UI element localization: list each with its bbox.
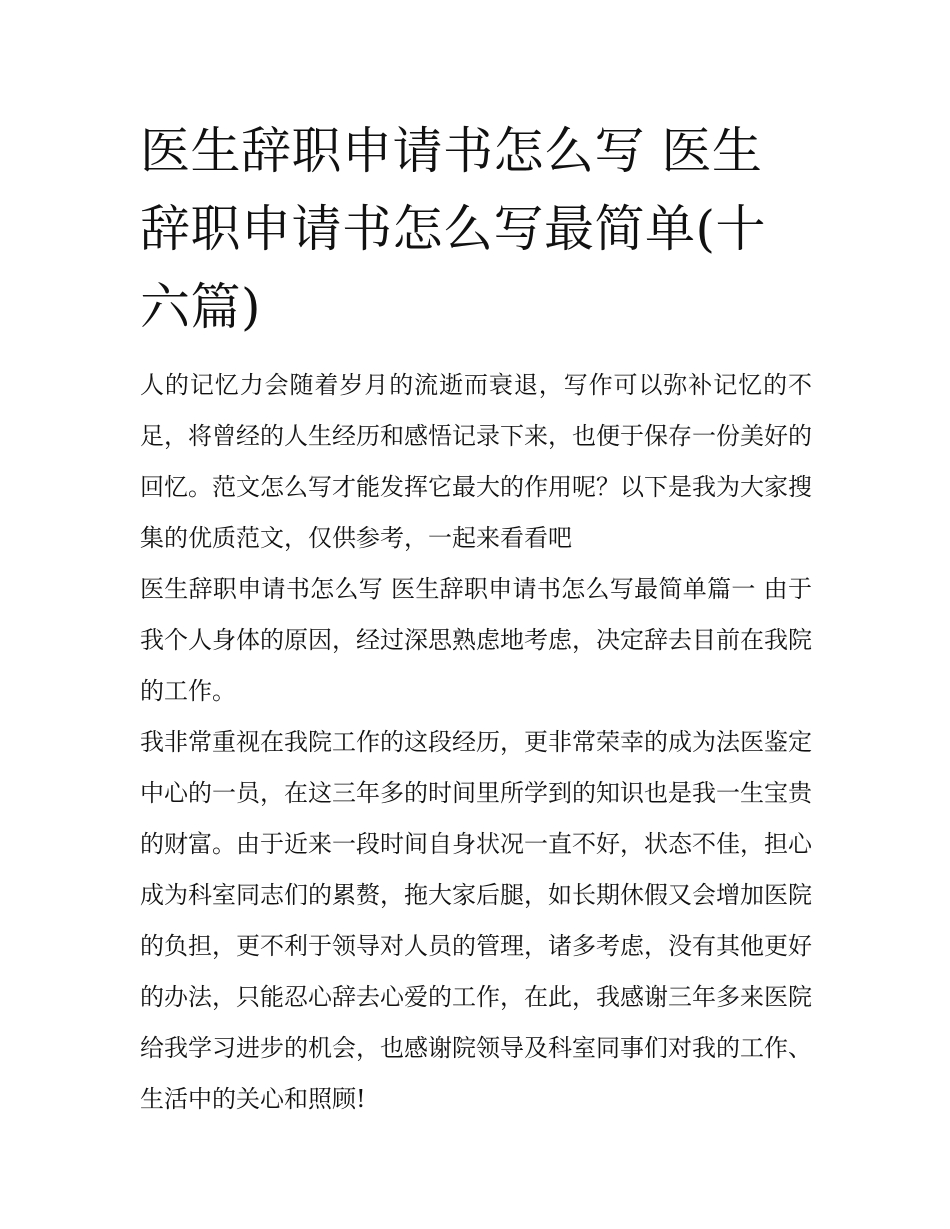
section-heading-paragraph: 医生辞职申请书怎么写 医生辞职申请书怎么写最简单篇一 由于我个人身体的原因，经过深思熟虑地考虑，决定辞去目前在我院的工作。: [140, 575, 812, 705]
document-body: [140, 360, 812, 1125]
intro-paragraph: 人的记忆力会随着岁月的流逝而衰退，写作可以弥补记忆的不足，将曾经的人生经历和感悟记录下来，也便于保存一份美好的回忆。范文怎么写才能发挥它最大的作用呢？以下是我为大家搜集的优质范文，仅供参考，一起来看看吧: [140, 371, 812, 552]
document-page: [140, 112, 812, 1125]
body-paragraph: 我非常重视在我院工作的这段经历，更非常荣幸的成为法医鉴定中心的一员，在这三年多的时间里所学到的知识也是我一生宝贵的财富。由于近来一段时间自身状况一直不好，状态不佳，担心成为科室同志们的累赘，拖大家后腿，如长期休假又会增加医院的负担，更不利于领导对人员的管理，诸多考虑，没有其他更好的办法，只能忍心辞去心爱的工作，在此，我感谢三年多来医院给我学习进步的机会，也感谢院领导及科室同事们对我的工作、生活中的关心和照顾!: [140, 728, 812, 1113]
document-title: 医生辞职申请书怎么写 医生辞职申请书怎么写最简单(十六篇): [140, 122, 767, 336]
